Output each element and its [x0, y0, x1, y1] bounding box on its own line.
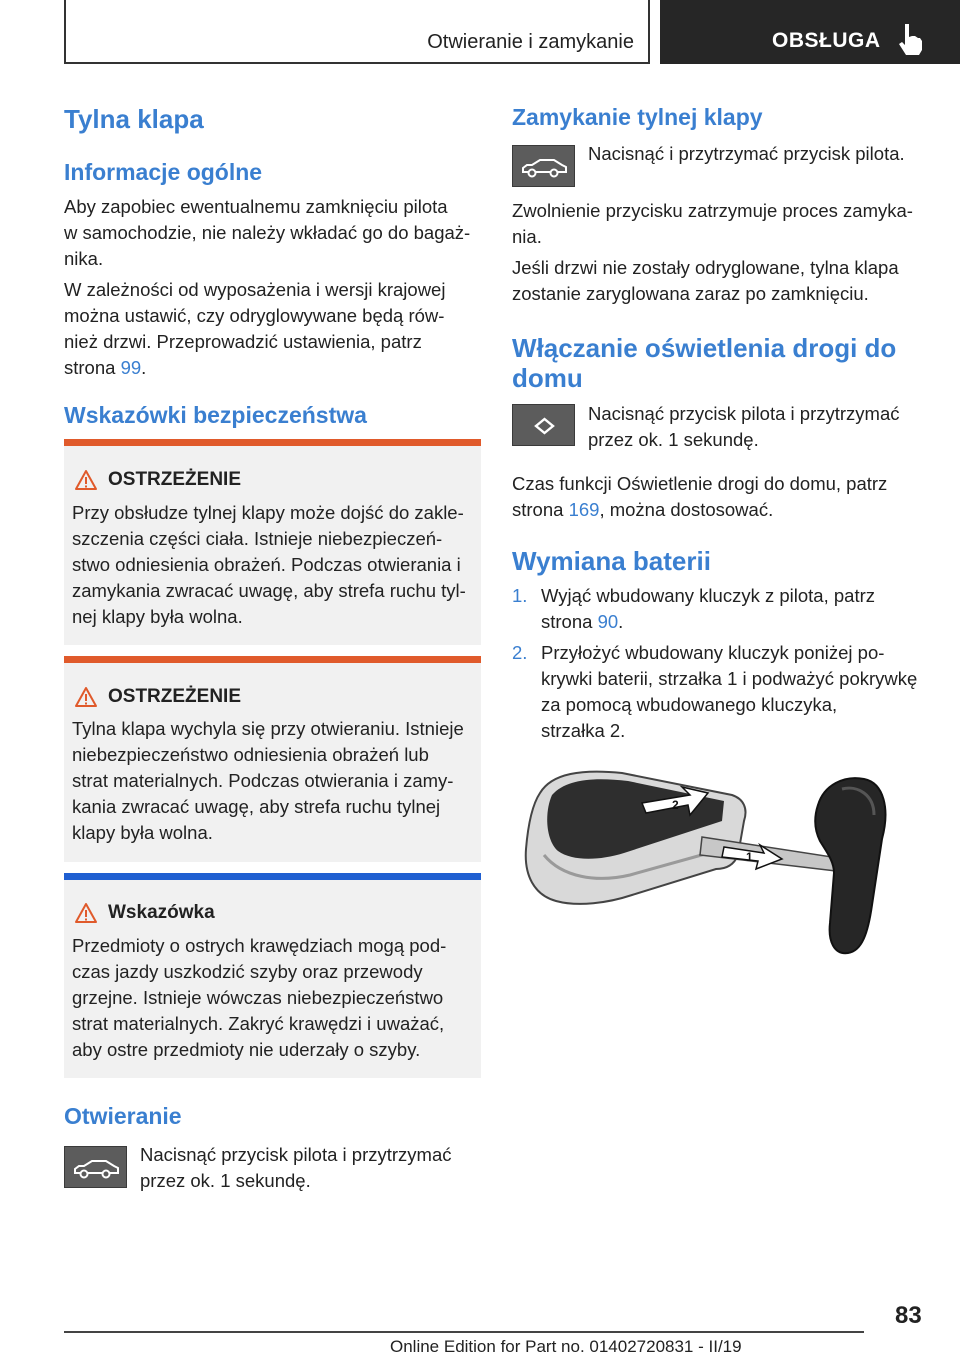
text-line: Czas funkcji Oświetlenie drogi do domu, patrz — [512, 473, 888, 494]
closing-paragraph-1 — [512, 198, 913, 250]
general-paragraph-1 — [64, 194, 470, 272]
pointing-hand-icon — [896, 22, 924, 56]
text-line: można ustawić, czy odryglowywane będą rów- — [64, 305, 445, 326]
heading-line: Włączanie oświetlenia drogi do — [512, 333, 897, 363]
page-title: Tylna klapa — [64, 104, 204, 134]
footer-divider — [64, 1331, 864, 1333]
text-line: Aby zapobiec ewentualnemu zamknięciu pilota — [64, 196, 448, 217]
text-line: nej klapy była wolna. — [72, 606, 243, 627]
remote-button-tailgate — [512, 145, 575, 187]
text-line: nika. — [64, 248, 104, 269]
text-line: Jeśli drzwi nie zostały odryglowane, tylna klapa — [512, 257, 899, 278]
general-heading: Informacje ogólne — [64, 159, 263, 185]
light-paragraph — [512, 471, 887, 523]
text-line: przez ok. 1 sekundę. — [140, 1170, 311, 1191]
text-line: zamykania zwracać uwagę, aby strefa ruchu tyl- — [72, 580, 466, 601]
section-header — [660, 0, 960, 64]
text-line: Nacisnąć przycisk pilota i przytrzymać — [140, 1144, 452, 1165]
page-ref-link[interactable]: 90 — [597, 611, 619, 632]
page-number: 83 — [895, 1302, 922, 1329]
text-line: w samochodzie, nie należy wkładać go do bagaż- — [64, 222, 471, 243]
ref-suffix: . — [618, 611, 624, 632]
closing-paragraph-2 — [512, 255, 899, 307]
ref-prefix: strona — [64, 357, 121, 378]
chapter-header — [64, 0, 650, 64]
step-number: 2. — [512, 642, 528, 663]
page-ref-link[interactable]: 99 — [120, 357, 142, 378]
light-instruction — [588, 401, 900, 453]
warning-text — [72, 500, 473, 630]
warning-text — [72, 716, 473, 846]
text-line: Przy obsłudze tylnej klapy może dojść do zakle- — [72, 502, 464, 523]
text-line: kania zwracać uwagę, aby strefa ruchu tylnej — [72, 796, 441, 817]
key-fob-illustration — [512, 765, 892, 960]
general-paragraph-2 — [64, 277, 445, 381]
heading-line: domu — [512, 363, 583, 393]
note-bar — [64, 873, 481, 880]
text-line: Zwolnienie przycisku zatrzymuje proces zamyka- — [512, 200, 913, 221]
step-item — [512, 640, 932, 744]
warning-title: OSTRZEŻENIE — [108, 686, 242, 707]
safety-heading: Wskazówki bezpieczeństwa — [64, 402, 367, 428]
light-heading — [512, 333, 896, 393]
section-title: OBSŁUGA — [772, 29, 881, 52]
text-line: zostanie zaryglowana zaraz po zamknięciu. — [512, 283, 869, 304]
car-tailgate-icon — [65, 1147, 128, 1189]
text-line: Nacisnąć przycisk pilota i przytrzymać — [588, 403, 900, 424]
ref-suffix: , można dostosować. — [599, 499, 774, 520]
chapter-title: Otwieranie i zamykanie — [427, 31, 634, 53]
text-line: przez ok. 1 sekundę. — [588, 429, 759, 450]
warning-triangle-icon — [74, 469, 98, 491]
text-line: Przyłożyć wbudowany kluczyk poniżej po- — [541, 642, 885, 663]
text-line: Przedmioty o ostrych krawędziach mogą pod- — [72, 935, 447, 956]
step-item — [512, 583, 932, 635]
arrow-label: 2 — [672, 798, 679, 812]
remote-button-tailgate — [64, 1146, 127, 1188]
closing-heading: Zamykanie tylnej klapy — [512, 104, 763, 130]
text-line: stwo odniesienia obrażeń. Podczas otwierania i — [72, 554, 461, 575]
ref-prefix: strona — [512, 499, 569, 520]
note-text — [72, 933, 473, 1063]
ref-prefix: strona — [541, 611, 598, 632]
warning-bar — [64, 439, 481, 446]
warning-bar — [64, 656, 481, 663]
text-line: strzałka 2. — [541, 720, 626, 741]
step-text — [541, 583, 931, 635]
text-line: szczenia części ciała. Istnieje niebezpieczeń- — [72, 528, 443, 549]
text-line: aby ostre przedmioty nie uderzały o szyby. — [72, 1039, 421, 1060]
remote-button-light — [512, 404, 575, 446]
edition-footer: Online Edition for Part no. 01402720831 - II/19 — [390, 1337, 742, 1356]
car-tailgate-icon — [513, 146, 576, 188]
closing-instruction: Nacisnąć i przytrzymać przycisk pilota. — [588, 143, 905, 164]
note-title: Wskazówka — [108, 902, 215, 923]
opening-heading: Otwieranie — [64, 1103, 182, 1129]
text-line: nież drzwi. Przeprowadzić ustawienia, patrz — [64, 331, 422, 352]
text-line: niebezpieczeństwo odniesienia obrażeń lub — [72, 744, 429, 765]
note-box — [64, 873, 481, 1078]
text-line: nia. — [512, 226, 542, 247]
text-line: grzejne. Istnieje wówczas niebezpieczeństwo — [72, 987, 444, 1008]
text-line: krywki baterii, strzałka 1 i podważyć pokrywkę — [541, 668, 918, 689]
text-line: strat materialnych. Podczas otwierania i zamy- — [72, 770, 454, 791]
text-line: Wyjąć wbudowany kluczyk z pilota, patrz — [541, 585, 875, 606]
warning-box — [64, 439, 481, 645]
text-line: strat materialnych. Zakryć krawędzi i uważać, — [72, 1013, 445, 1034]
opening-instruction — [140, 1142, 452, 1194]
text-line: za pomocą wbudowanego kluczyka, — [541, 694, 838, 715]
step-number: 1. — [512, 585, 528, 606]
text-line: czas jazdy uszkodzić szyby oraz przewody — [72, 961, 423, 982]
warning-triangle-icon — [74, 686, 98, 708]
warning-triangle-icon — [74, 902, 98, 924]
text-line: klapy była wolna. — [72, 822, 213, 843]
warning-title: OSTRZEŻENIE — [108, 469, 242, 490]
page-ref-link[interactable]: 169 — [568, 499, 600, 520]
text-line: Tylna klapa wychyla się przy otwieraniu. Istnieje — [72, 718, 464, 739]
warning-box — [64, 656, 481, 862]
arrow-label: 1 — [746, 850, 753, 864]
text-line: W zależności od wyposażenia i wersji krajowej — [64, 279, 446, 300]
home-light-icon — [513, 405, 576, 447]
step-text — [541, 640, 931, 744]
ref-suffix: . — [141, 357, 147, 378]
battery-heading: Wymiana baterii — [512, 546, 711, 576]
